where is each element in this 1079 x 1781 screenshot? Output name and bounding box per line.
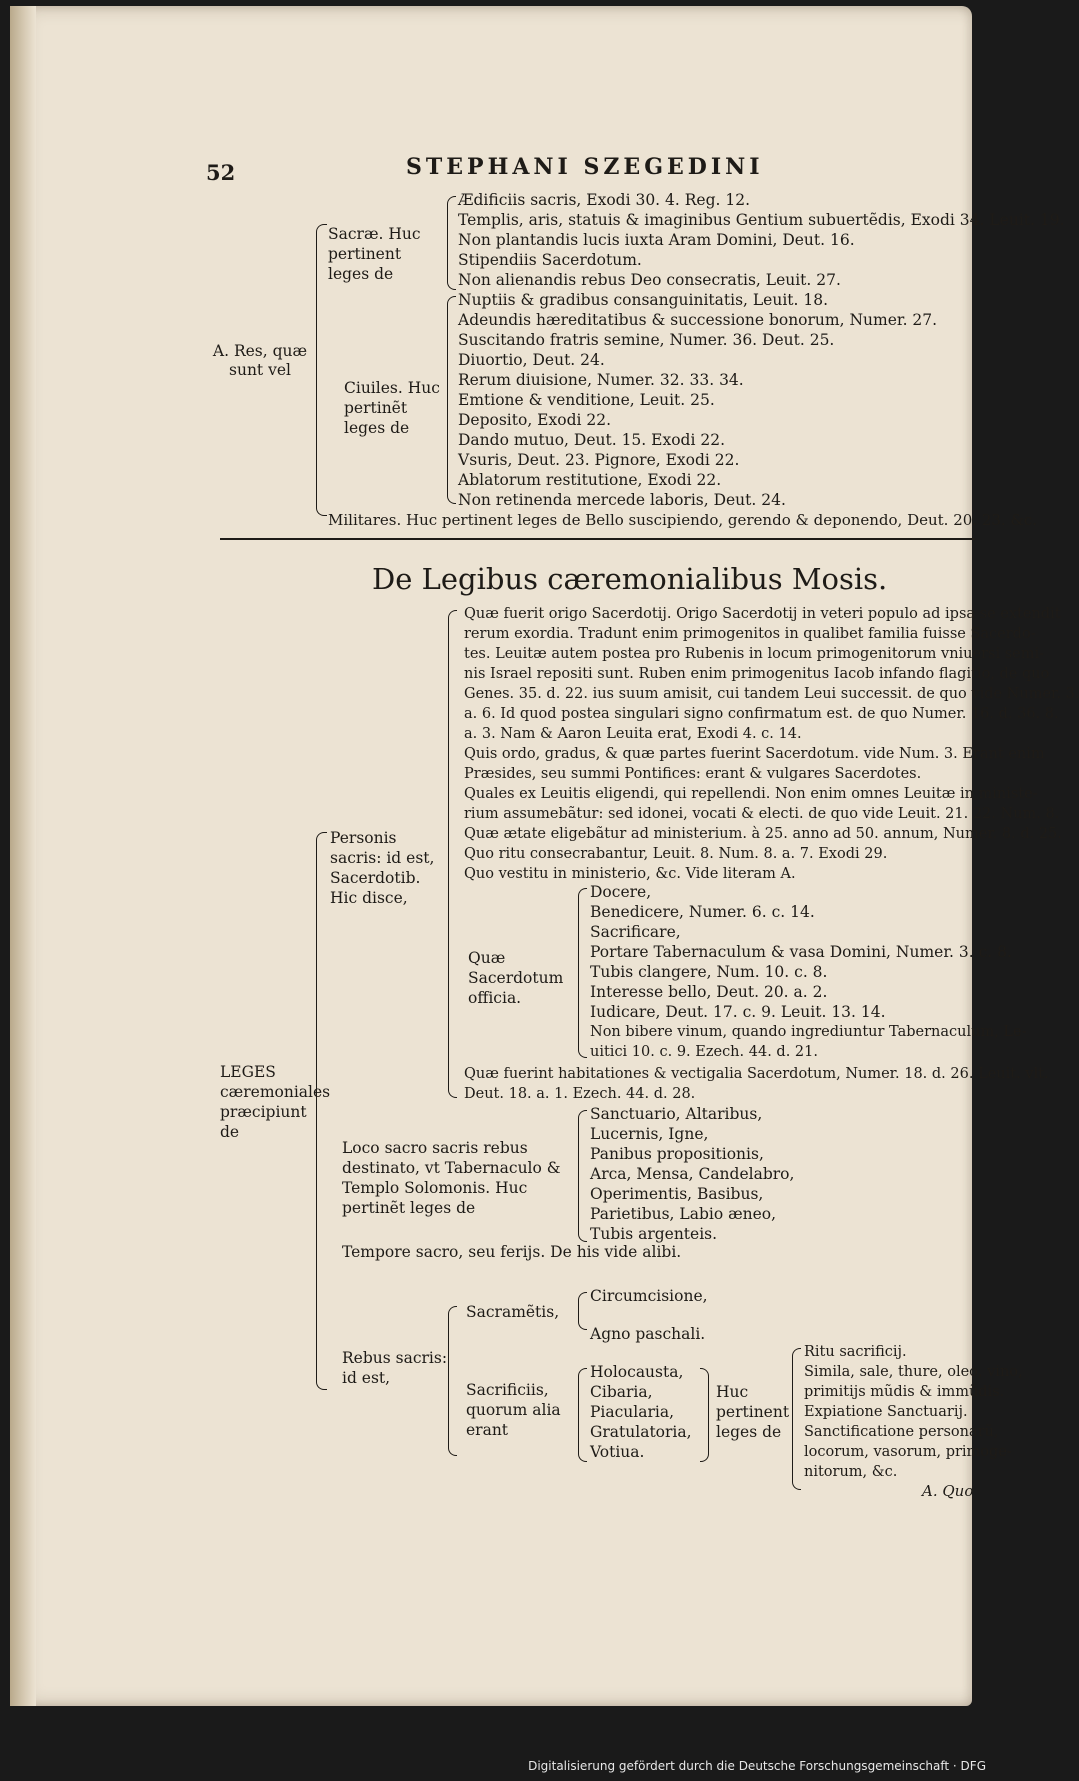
huc-item: Expiatione Sanctuarij. xyxy=(804,1404,968,1420)
sacrificiis-item: Piacularia, xyxy=(590,1403,675,1421)
personis-line: Quo ritu consecrabantur, Leuit. 8. Num. 8. a. 7. Exodi 29. xyxy=(464,846,888,862)
officia-item: uitici 10. c. 9. Ezech. 44. d. 21. xyxy=(590,1044,818,1060)
huc-item: Ritu sacrificij. xyxy=(804,1344,907,1360)
personis-line: rerum exordia. Tradunt enim primogenitos in qualibet familia fuisse Sacerdo- xyxy=(464,626,1036,642)
huc-item: Simila, sale, thure, oleo, vino, xyxy=(804,1364,1023,1380)
running-head: STEPHANI SZEGEDINI xyxy=(406,154,764,180)
ciuiles-brace xyxy=(447,296,456,504)
ciuiles-item: Diuortio, Deut. 24. xyxy=(458,351,605,369)
militares-line: Militares. Huc pertinent leges de Bello suscipiendo, gerendo & deponendo, Deut. 20. 23. &c. xyxy=(328,511,1037,529)
huc-item: Sanctificatione personarũ, xyxy=(804,1424,999,1440)
officia-brace xyxy=(578,888,587,1058)
officia-item: Sacrificare, xyxy=(590,923,681,941)
officia-item: Iudicare, Deut. 17. c. 9. Leuit. 13. 14. xyxy=(590,1003,886,1021)
sacrae-label: Sacræ. Huc pertinent leges de xyxy=(328,225,421,283)
sacrificiis-item: Votiua. xyxy=(590,1443,645,1461)
sacrae-item: Non alienandis rebus Deo consecratis, Leuit. 27. xyxy=(458,271,841,289)
officia-item: Interesse bello, Deut. 20. a. 2. xyxy=(590,983,828,1001)
ciuiles-item: Suscitando fratris semine, Numer. 36. Deut. 25. xyxy=(458,331,835,349)
sacrae-brace xyxy=(447,196,456,290)
sacrificiis-brace xyxy=(578,1368,587,1462)
personis-line: Quis ordo, gradus, & quæ partes fuerint Sacerdotum. vide Num. 3. Erant enim xyxy=(464,746,1045,762)
loco-item: Lucernis, Igne, xyxy=(590,1125,709,1143)
officia-item: Benedicere, Numer. 6. c. 14. xyxy=(590,903,815,921)
personis-line: Quales ex Leuitis eligendi, qui repellendi. Non enim omnes Leuitæ in ministe- xyxy=(464,786,1038,802)
loco-item: Sanctuario, Altaribus, xyxy=(590,1105,763,1123)
sacrificiis-item: Cibaria, xyxy=(590,1383,653,1401)
sacrificiis-label: Sacrificiis, quorum alia erant xyxy=(466,1381,561,1439)
personis-line: Quo vestitu in ministerio, &c. Vide literam A. xyxy=(464,866,796,882)
personis-line: Quæ ætate eligebãtur ad ministerium. à 25. anno ad 50. annum, Numer. 8. d. 25. xyxy=(464,826,1062,842)
personis-line: Genes. 35. d. 22. ius suum amisit, cui tandem Leui successit. de quo vide Numer. 3. xyxy=(464,686,1079,702)
ciuiles-item: Nuptiis & gradibus consanguinitatis, Leuit. 18. xyxy=(458,291,829,309)
page-binding xyxy=(10,6,36,1706)
sacramentis-item: Agno paschali. xyxy=(590,1325,706,1343)
personis-line: a. 3. Nam & Aaron Leuita erat, Exodi 4. c. 14. xyxy=(464,726,802,742)
ciuiles-label: Ciuiles. Huc pertinẽt leges de xyxy=(344,379,440,437)
huc-brace xyxy=(792,1348,801,1490)
officia-item: Non bibere vinum, quando ingrediuntur Tabernaculum, Le- xyxy=(590,1024,1027,1040)
personis-line: rium assumebãtur: sed idonei, vocati & electi. de quo vide Leuit. 21. 22. Num. 8. xyxy=(464,806,1060,822)
catchword: A. Quo xyxy=(922,1482,974,1500)
rebus-label: Rebus sacris: id est, xyxy=(342,1349,448,1387)
personis-brace xyxy=(448,610,457,1098)
officia-item: Docere, xyxy=(590,883,652,901)
ciuiles-item: Adeundis hæreditatibus & successione bonorum, Numer. 27. xyxy=(458,311,938,329)
ciuiles-item: Ablatorum restitutione, Exodi 22. xyxy=(458,471,722,489)
personis-line: nis Israel repositi sunt. Ruben enim primogenitus Iacob infando flagitio, de quo xyxy=(464,666,1050,682)
officia-label: Quæ Sacerdotum officia. xyxy=(468,949,564,1007)
leges-brace xyxy=(316,832,327,1390)
huc-item: primitijs mũdis & immũdis. xyxy=(804,1384,1005,1400)
rebus-brace xyxy=(448,1306,457,1456)
loco-item: Operimentis, Basibus, xyxy=(590,1185,764,1203)
res-brace xyxy=(316,224,327,516)
section-rule xyxy=(220,538,975,540)
sacrae-item: Stipendiis Sacerdotum. xyxy=(458,251,642,269)
loco-brace xyxy=(578,1110,587,1242)
sacrificiis-item: Holocausta, xyxy=(590,1363,684,1381)
personis-line: Præsides, seu summi Pontifices: erant & vulgares Sacerdotes. xyxy=(464,766,922,782)
sacrificiis-item: Gratulatoria, xyxy=(590,1423,692,1441)
section-title: De Legibus cæremonialibus Mosis. xyxy=(372,562,888,596)
loco-item: Parietibus, Labio æneo, xyxy=(590,1205,777,1223)
huc-item: nitorum, &c. xyxy=(804,1464,898,1480)
personis-label: Personis sacris: id est, Sacerdotib. Hic disce, xyxy=(330,829,435,907)
sacrae-item: Non plantandis lucis iuxta Aram Domini, Deut. 16. xyxy=(458,231,855,249)
footer-bar xyxy=(0,1719,1000,1781)
personis-line: a. 6. Id quod postea singulari signo confirmatum est. de quo Numer. 16. d. 36. 8. xyxy=(464,706,1059,722)
tempore-line: Tempore sacro, seu ferijs. De his vide alibi. xyxy=(342,1243,682,1261)
loco-item: Panibus propositionis, xyxy=(590,1145,764,1163)
sacrae-item: Ædificiis sacris, Exodi 30. 4. Reg. 12. xyxy=(458,191,751,209)
personis-line: tes. Leuitæ autem postea pro Rubenis in locum primogenitorum vniuersi semi- xyxy=(464,646,1045,662)
loco-label: Loco sacro sacris rebus destinato, vt Tabernaculo & Templo Solomonis. Huc pertinẽt leges de xyxy=(342,1139,561,1217)
digitization-credit: Digitalisierung gefördert durch die Deutsche Forschungsgemeinschaft · DFG xyxy=(528,1759,986,1773)
ciuiles-item: Emtione & venditione, Leuit. 25. xyxy=(458,391,715,409)
leges-label: LEGES cæremoniales præcipiunt de xyxy=(220,1063,331,1141)
ciuiles-item: Vsuris, Deut. 23. Pignore, Exodi 22. xyxy=(458,451,740,469)
officia-item: Portare Tabernaculum & vasa Domini, Numer. 3. c. 8. xyxy=(590,943,1012,961)
sacramentis-label: Sacramẽtis, xyxy=(466,1303,560,1321)
huc-label: Huc pertinent leges de xyxy=(716,1383,790,1441)
huc-item: locorum, vasorum, primoge- xyxy=(804,1444,1012,1460)
officia-item: Tubis clangere, Num. 10. c. 8. xyxy=(590,963,828,981)
habitationes-line: Quæ fuerint habitationes & vectigalia Sacerdotum, Numer. 18. d. 26. Leuit. vlt. xyxy=(464,1066,1049,1082)
loco-item: Tubis argenteis. xyxy=(590,1225,718,1243)
book-page xyxy=(10,6,1079,1706)
sacrificiis-close-brace xyxy=(700,1368,709,1462)
habitationes-line: Deut. 18. a. 1. Ezech. 44. d. 28. xyxy=(464,1086,696,1102)
personis-line: Quæ fuerit origo Sacerdotij. Origo Sacerdotij in veteri populo ad ipsa se extendit xyxy=(464,606,1061,622)
sacramentis-brace xyxy=(578,1292,587,1330)
ciuiles-item: Dando mutuo, Deut. 15. Exodi 22. xyxy=(458,431,725,449)
sacrae-item: Templis, aris, statuis & imaginibus Gentium subuertẽdis, Exodi 34. Leuit. 19. xyxy=(458,211,1065,229)
page-number: 52 xyxy=(206,160,236,185)
res-label: A. Res, quæ sunt vel xyxy=(212,342,308,379)
loco-item: Arca, Mensa, Candelabro, xyxy=(590,1165,795,1183)
ciuiles-item: Non retinenda mercede laboris, Deut. 24. xyxy=(458,491,786,509)
ciuiles-item: Rerum diuisione, Numer. 32. 33. 34. xyxy=(458,371,744,389)
sacramentis-item: Circumcisione, xyxy=(590,1287,708,1305)
ciuiles-item: Deposito, Exodi 22. xyxy=(458,411,612,429)
